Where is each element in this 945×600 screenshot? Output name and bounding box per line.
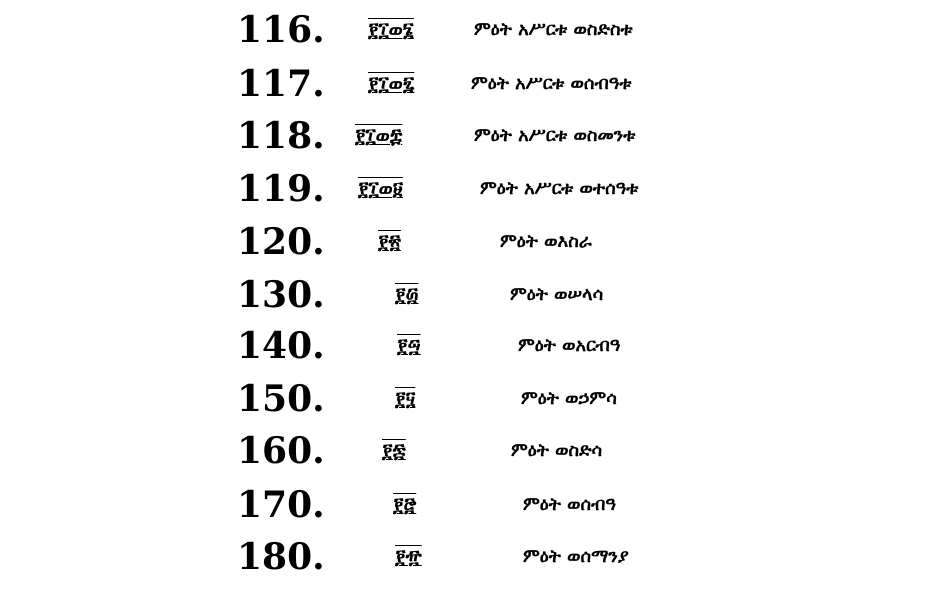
ethiopic-numeral: ፻፲ወ፱ <box>358 178 403 200</box>
arabic-number: 180. <box>237 536 325 578</box>
number-words: ምዕት ወስድሳ <box>511 440 603 461</box>
arabic-number: 116. <box>237 9 325 51</box>
arabic-number: 130. <box>237 274 325 316</box>
list-item <box>0 64 945 116</box>
ethiopic-numeral: ፻፴ <box>395 284 419 306</box>
ethiopic-numeral: ፻፹ <box>395 546 422 568</box>
list-item <box>0 10 945 62</box>
number-words: ምዕት ወኃምሳ <box>521 388 617 409</box>
list-item <box>0 485 945 537</box>
ethiopic-numeral: ፻፵ <box>397 335 421 357</box>
arabic-number: 117. <box>237 63 325 105</box>
ethiopic-numeral: ፻፲ወ፯ <box>368 73 415 95</box>
list-item <box>0 275 945 327</box>
number-words: ምዕት አሥርቱ ወተሰዓቱ <box>480 178 639 199</box>
number-words: ምዕት ወአርብዓ <box>518 335 621 356</box>
arabic-number: 160. <box>237 430 325 472</box>
arabic-number: 118. <box>237 115 325 157</box>
number-words: ምዕት ወእስራ <box>500 231 592 252</box>
number-words: ምዕት ወሰማንያ <box>523 546 629 567</box>
ethiopic-numeral: ፻፸ <box>393 494 417 516</box>
ethiopic-numeral: ፻፳ <box>378 231 401 253</box>
arabic-number: 140. <box>237 325 325 367</box>
list-item <box>0 379 945 431</box>
arabic-number: 119. <box>237 168 325 210</box>
ethiopic-numeral: ፻፷ <box>382 440 406 462</box>
list-item <box>0 537 945 589</box>
number-words: ምዕት ወሰብዓ <box>523 494 617 515</box>
arabic-number: 150. <box>237 378 325 420</box>
arabic-number: 170. <box>237 484 325 526</box>
ethiopic-numeral: ፻፶ <box>395 388 416 410</box>
list-item <box>0 169 945 221</box>
number-words: ምዕት ወሠላሳ <box>510 284 604 305</box>
list-item <box>0 222 945 274</box>
list-item <box>0 116 945 168</box>
arabic-number: 120. <box>237 221 325 263</box>
list-item <box>0 326 945 378</box>
ethiopic-numeral: ፻፲ወ፮ <box>368 19 414 41</box>
number-words: ምዕት አሥርቱ ወስመንቱ <box>474 125 636 146</box>
number-words: ምዕት አሥርቱ ወሰብዓቱ <box>471 73 632 94</box>
number-words: ምዕት አሥርቱ ወስድስቱ <box>474 19 633 40</box>
ethiopic-numeral: ፻፲ወ፰ <box>355 125 403 147</box>
list-item <box>0 431 945 483</box>
